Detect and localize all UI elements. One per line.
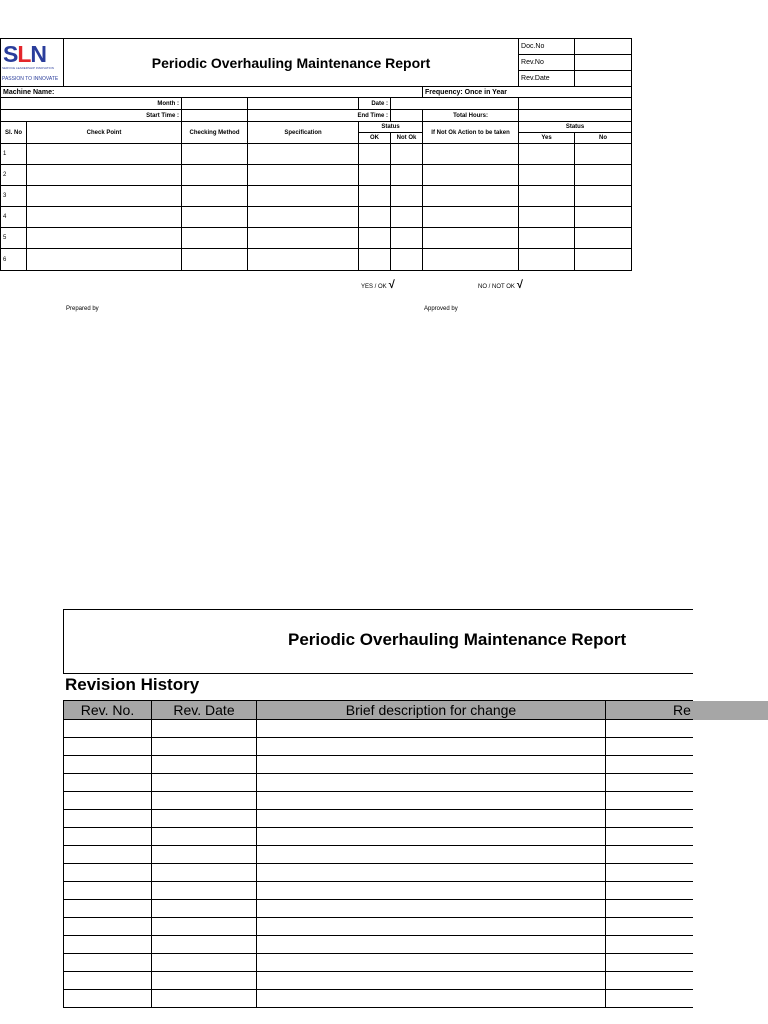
reason-cell[interactable]	[606, 828, 694, 846]
total-hours-label: Total Hours:	[423, 110, 519, 122]
revision-row	[64, 918, 694, 936]
reason-cell[interactable]	[606, 756, 694, 774]
rev-no-cell[interactable]	[64, 774, 152, 792]
end-time-label: End Time :	[248, 110, 391, 122]
revision-row	[64, 972, 694, 990]
action-cell[interactable]	[423, 207, 519, 228]
ok-cell[interactable]	[359, 228, 391, 249]
rev-no-cell[interactable]	[64, 828, 152, 846]
checking-method-cell[interactable]	[182, 165, 248, 186]
total-hours-value[interactable]	[519, 110, 632, 122]
yes-header: Yes	[519, 133, 575, 144]
rev-date-column-header: Rev. Date	[152, 701, 257, 720]
not-ok-cell[interactable]	[391, 165, 423, 186]
date-value[interactable]	[391, 98, 519, 110]
reason-cell[interactable]	[606, 774, 694, 792]
not-ok-cell[interactable]	[391, 186, 423, 207]
reason-cell[interactable]	[606, 738, 694, 756]
row-sl-no: 3	[1, 186, 27, 207]
no-cell[interactable]	[575, 186, 632, 207]
rev-no-label: Rev.No	[519, 55, 575, 71]
yes-cell[interactable]	[519, 228, 575, 249]
no-cell[interactable]	[575, 228, 632, 249]
reason-cell[interactable]	[606, 882, 694, 900]
revision-row	[64, 774, 694, 792]
rev-date-cell[interactable]	[152, 738, 257, 756]
description-cell[interactable]	[257, 900, 606, 918]
company-logo: SLN SERVICE LEADERSHIP INNOVATION PASSION TO INNOVATE	[1, 39, 64, 87]
row-sl-no: 1	[1, 144, 27, 165]
check-point-header: Check Point	[27, 122, 182, 144]
reason-cell[interactable]	[606, 936, 694, 954]
description-cell[interactable]	[257, 828, 606, 846]
rev-date-cell[interactable]	[152, 882, 257, 900]
rev-date-cell[interactable]	[152, 792, 257, 810]
action-cell[interactable]	[423, 165, 519, 186]
reason-cell[interactable]	[606, 792, 694, 810]
not-ok-header: Not Ok	[391, 133, 423, 144]
status2-header: Status	[519, 122, 632, 133]
checking-method-cell[interactable]	[182, 249, 248, 271]
not-ok-cell[interactable]	[391, 207, 423, 228]
ok-cell[interactable]	[359, 186, 391, 207]
rev-no-cell[interactable]	[64, 720, 152, 738]
end-time-value[interactable]	[391, 110, 423, 122]
rev-no-cell[interactable]	[64, 738, 152, 756]
rev-no-column-header: Rev. No.	[64, 701, 152, 720]
reason-cell[interactable]	[606, 810, 694, 828]
specification-cell[interactable]	[248, 144, 359, 165]
yes-cell[interactable]	[519, 207, 575, 228]
action-cell[interactable]	[423, 249, 519, 271]
ok-header: OK	[359, 133, 391, 144]
revision-row	[64, 882, 694, 900]
specification-cell[interactable]	[248, 165, 359, 186]
description-cell[interactable]	[257, 756, 606, 774]
check-point-cell[interactable]	[27, 228, 182, 249]
revision-history-heading: Revision History	[65, 675, 200, 694]
checking-method-cell[interactable]	[182, 186, 248, 207]
reason-cell[interactable]	[606, 720, 694, 738]
yes-cell[interactable]	[519, 186, 575, 207]
revision-row	[64, 990, 694, 1008]
description-cell[interactable]	[257, 720, 606, 738]
reason-cell[interactable]	[606, 900, 694, 918]
action-header: If Not Ok Action to be taken	[423, 122, 519, 144]
no-cell[interactable]	[575, 144, 632, 165]
description-cell[interactable]	[257, 990, 606, 1008]
reason-cell[interactable]	[606, 954, 694, 972]
reason-column-header: Re	[606, 701, 694, 720]
no-cell[interactable]	[575, 249, 632, 271]
description-cell[interactable]	[257, 972, 606, 990]
row-sl-no: 4	[1, 207, 27, 228]
rev-date-cell[interactable]	[152, 774, 257, 792]
revision-row	[64, 792, 694, 810]
rev-no-cell[interactable]	[64, 990, 152, 1008]
action-cell[interactable]	[423, 186, 519, 207]
check-point-cell[interactable]	[27, 207, 182, 228]
ok-cell[interactable]	[359, 165, 391, 186]
legend-yes-ok: YES / OK √	[361, 279, 395, 291]
description-column-header: Brief description for change	[257, 701, 606, 720]
ok-cell[interactable]	[359, 207, 391, 228]
ok-cell[interactable]	[359, 249, 391, 271]
maintenance-report-sheet	[0, 38, 631, 271]
revision-sheet-title: Periodic Overhauling Maintenance Report	[288, 630, 627, 649]
date-extra[interactable]	[519, 98, 632, 110]
status-header: Status	[359, 122, 423, 133]
description-cell[interactable]	[257, 882, 606, 900]
revision-history-sheet	[63, 609, 693, 1024]
report-title: Periodic Overhauling Maintenance Report	[64, 39, 519, 87]
ok-cell[interactable]	[359, 144, 391, 165]
revision-row	[64, 720, 694, 738]
no-cell[interactable]	[575, 207, 632, 228]
reason-cell[interactable]	[606, 990, 694, 1008]
description-cell[interactable]	[257, 774, 606, 792]
rev-no-cell[interactable]	[64, 972, 152, 990]
rev-date-cell[interactable]	[152, 900, 257, 918]
rev-date-label: Rev.Date	[519, 71, 575, 87]
specification-cell[interactable]	[248, 249, 359, 271]
maintenance-report-table	[0, 38, 632, 271]
rev-date-cell[interactable]	[152, 846, 257, 864]
reason-cell[interactable]	[606, 972, 694, 990]
rev-date-cell[interactable]	[152, 756, 257, 774]
start-time-value[interactable]	[182, 110, 248, 122]
checking-method-header: Checking Method	[182, 122, 248, 144]
legend-no-not-ok: NO / NOT OK √	[478, 279, 523, 291]
checking-method-cell[interactable]	[182, 228, 248, 249]
not-ok-cell[interactable]	[391, 144, 423, 165]
rev-date-cell[interactable]	[152, 990, 257, 1008]
rev-no-cell[interactable]	[64, 846, 152, 864]
rev-no-cell[interactable]	[64, 900, 152, 918]
header-overflow-bar	[693, 701, 768, 720]
machine-name-label: Machine Name:	[1, 87, 423, 98]
revision-row	[64, 936, 694, 954]
rev-no-cell[interactable]	[64, 810, 152, 828]
rev-no-cell[interactable]	[64, 792, 152, 810]
row-sl-no: 2	[1, 165, 27, 186]
description-cell[interactable]	[257, 738, 606, 756]
description-cell[interactable]	[257, 954, 606, 972]
sl-no-header: Sl. No	[1, 122, 27, 144]
revision-row	[64, 846, 694, 864]
specification-cell[interactable]	[248, 186, 359, 207]
no-cell[interactable]	[575, 165, 632, 186]
check-point-cell[interactable]	[27, 186, 182, 207]
rev-no-cell[interactable]	[64, 864, 152, 882]
rev-no-cell[interactable]	[64, 756, 152, 774]
specification-cell[interactable]	[248, 228, 359, 249]
rev-date-value[interactable]	[575, 71, 632, 87]
rev-date-cell[interactable]	[152, 864, 257, 882]
description-cell[interactable]	[257, 810, 606, 828]
rev-no-cell[interactable]	[64, 918, 152, 936]
action-cell[interactable]	[423, 228, 519, 249]
checkmark-icon: √	[516, 279, 523, 291]
rev-date-cell[interactable]	[152, 720, 257, 738]
date-label-spacer	[248, 98, 359, 110]
revision-history-table	[63, 700, 693, 1008]
description-cell[interactable]	[257, 792, 606, 810]
revision-row	[64, 864, 694, 882]
yes-cell[interactable]	[519, 249, 575, 271]
rev-date-cell[interactable]	[152, 972, 257, 990]
not-ok-cell[interactable]	[391, 228, 423, 249]
revision-row	[64, 954, 694, 972]
reason-cell[interactable]	[606, 864, 694, 882]
yes-cell[interactable]	[519, 165, 575, 186]
check-point-cell[interactable]	[27, 165, 182, 186]
check-point-cell[interactable]	[27, 249, 182, 271]
month-label: Month :	[1, 98, 182, 110]
date-label: Date :	[359, 98, 391, 110]
rev-date-cell[interactable]	[152, 810, 257, 828]
action-cell[interactable]	[423, 144, 519, 165]
specification-cell[interactable]	[248, 207, 359, 228]
rev-no-value[interactable]	[575, 55, 632, 71]
not-ok-cell[interactable]	[391, 249, 423, 271]
revision-row	[64, 828, 694, 846]
checkmark-icon: √	[388, 279, 395, 291]
rev-no-cell[interactable]	[64, 936, 152, 954]
rev-date-cell[interactable]	[152, 918, 257, 936]
specification-header: Specification	[248, 122, 359, 144]
approved-by-label: Approved by	[424, 306, 458, 312]
start-time-label: Start Time :	[1, 110, 182, 122]
rev-date-cell[interactable]	[152, 936, 257, 954]
no-header: No	[575, 133, 632, 144]
revision-row	[64, 756, 694, 774]
month-value[interactable]	[182, 98, 248, 110]
row-sl-no: 6	[1, 249, 27, 271]
rev-no-cell[interactable]	[64, 954, 152, 972]
reason-cell[interactable]	[606, 918, 694, 936]
checking-method-cell[interactable]	[182, 207, 248, 228]
description-cell[interactable]	[257, 864, 606, 882]
revision-row	[64, 900, 694, 918]
revision-row	[64, 810, 694, 828]
doc-no-value[interactable]	[575, 39, 632, 55]
description-cell[interactable]	[257, 846, 606, 864]
revision-table-header	[64, 701, 694, 720]
prepared-by-label: Prepared by	[66, 306, 99, 312]
description-cell[interactable]	[257, 936, 606, 954]
reason-cell[interactable]	[606, 846, 694, 864]
checking-method-cell[interactable]	[182, 144, 248, 165]
rev-date-cell[interactable]	[152, 828, 257, 846]
revision-row	[64, 738, 694, 756]
row-sl-no: 5	[1, 228, 27, 249]
rev-no-cell[interactable]	[64, 882, 152, 900]
check-point-cell[interactable]	[27, 144, 182, 165]
doc-no-label: Doc.No	[519, 39, 575, 55]
rev-date-cell[interactable]	[152, 954, 257, 972]
frequency-label: Frequency: Once in Year	[423, 87, 632, 98]
yes-cell[interactable]	[519, 144, 575, 165]
description-cell[interactable]	[257, 918, 606, 936]
